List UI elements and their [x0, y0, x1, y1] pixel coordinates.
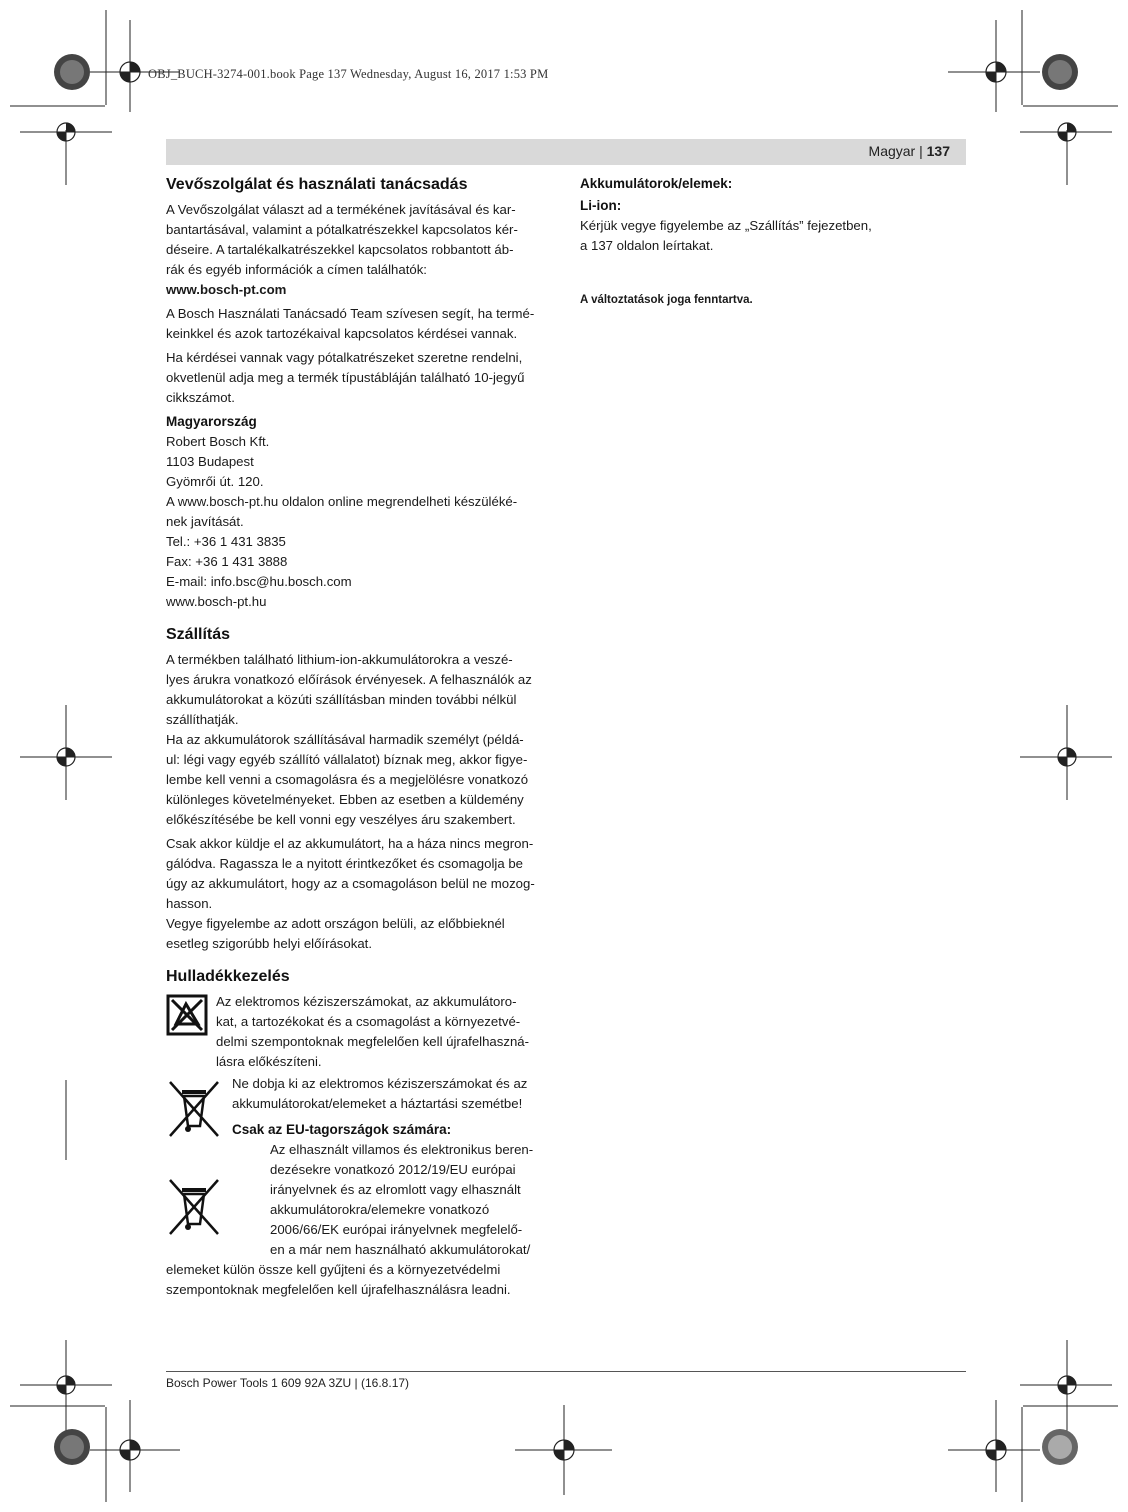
text-line: 2006/66/EK európai irányelvnek megfelelő- [270, 1222, 523, 1237]
left-column [166, 174, 556, 1304]
crossed-bin-icon [166, 1176, 222, 1238]
li-ion-heading: Li-ion: [580, 198, 622, 213]
bin-text-block [232, 1074, 527, 1140]
address-line: E-mail: info.bsc@hu.bosch.com [166, 574, 352, 589]
text-line: delmi szempontoknak megfelelően kell újrafelhaszná- [216, 1034, 530, 1049]
text-line: bantartásával, valamint a pótalkatrészekkel kapcsolatos kér- [166, 222, 518, 237]
service-paragraph-1 [166, 200, 556, 300]
disposal-heading: Hulladékkezelés [166, 968, 290, 985]
text-line: Ha az akkumulátorok szállításával harmadik személyt (példá- [166, 732, 524, 747]
text-line: akkumulátorokra/elemekre vonatkozó [270, 1202, 490, 1217]
text-line: Az elhasznált villamos és elektronikus beren- [270, 1142, 534, 1157]
transport-paragraph-2 [166, 834, 556, 954]
address-line: nek javítását. [166, 514, 244, 529]
text-line: Vegye figyelembe az adott országon belüli, az előbbieknél [166, 916, 505, 931]
text-line: szállíthatják. [166, 712, 239, 727]
text-line: keinkkel és azok tartozékaival kapcsolatos kérdései vannak. [166, 326, 518, 341]
bin-row [166, 1074, 556, 1140]
text-line: rák és egyéb információk a címen találhatók: [166, 262, 427, 277]
text-line: irányelvnek és az elromlott vagy elhasznált [270, 1182, 521, 1197]
address-line: www.bosch-pt.hu [166, 594, 267, 609]
address-line: 1103 Budapest [166, 454, 254, 469]
text-line: lyes árukra vonatkozó előírások érvényesek. A felhasználók az [166, 672, 532, 687]
text-line: Ha kérdései vannak vagy pótalkatrészeket szeretne rendelni, [166, 350, 523, 365]
text-line: gálódva. Ragassza le a nyitott érintkezőket és csomagolja be [166, 856, 523, 871]
service-paragraph-3 [166, 348, 556, 408]
eu-text [270, 1140, 533, 1260]
text-line: Az elektromos kéziszerszámokat, az akkumulátoro- [216, 994, 517, 1009]
batteries-heading: Akkumulátorok/elemek: [580, 176, 733, 191]
header-page-number: 137 [926, 143, 950, 159]
text-line: esetleg szigorúbb helyi előírásokat. [166, 936, 372, 951]
address-line: Gyömrői út. 120. [166, 474, 264, 489]
rights-reserved: A változtatások joga fenntartva. [580, 294, 753, 306]
transport-paragraph-1 [166, 650, 556, 830]
text-line: akkumulátorokat/elemeket a háztartási szemétbe! [232, 1096, 523, 1111]
right-column [580, 174, 960, 310]
text-line: lásra előkészíteni. [216, 1054, 322, 1069]
text-line: akkumulátorokat a közúti szállításban minden további nélkül [166, 692, 517, 707]
text-line: úgy az akkumulátort, hogy az a csomagoláson belül ne mozog- [166, 876, 535, 891]
text-line: en a már nem használható akkumulátorokat/ [270, 1242, 531, 1257]
text-line: ul: légi vagy egyéb szállító vállalatot) bíznak meg, akkor figye- [166, 752, 528, 767]
recycling-box-icon [166, 994, 208, 1036]
crossed-bin-icon [166, 1078, 222, 1140]
address-block [166, 432, 556, 612]
text-line: cikkszámot. [166, 390, 235, 405]
service-url: www.bosch-pt.com [166, 282, 287, 297]
text-line: okvetlenül adja meg a termék típustábláján található 10-jegyű [166, 370, 525, 385]
text-line: Csak akkor küldje el az akkumulátort, ha a háza nincs megron- [166, 836, 534, 851]
running-header [869, 143, 950, 159]
address-line: Fax: +36 1 431 3888 [166, 554, 288, 569]
header-language: Magyar [868, 143, 916, 159]
footer-rule [166, 1371, 966, 1372]
text-line: előkészítésébe be kell vonni egy veszélyes áru szakembert. [166, 812, 516, 827]
service-heading: Vevőszolgálat és használati tanácsadás [166, 176, 468, 193]
eu-row [166, 1140, 556, 1260]
address-line: A www.bosch-pt.hu oldalon online megrendelheti készüléké- [166, 494, 518, 509]
header-separator: | [915, 143, 927, 159]
text-line: kat, a tartozékokat és a csomagolást a környezetvé- [216, 1014, 521, 1029]
text-line: szempontoknak megfelelően kell újrafelhasználásra leadni. [166, 1282, 511, 1297]
print-slug: OBJ_BUCH-3274-001.book Page 137 Wednesday, August 16, 2017 1:53 PM [148, 67, 549, 81]
text-line: elemeket külön össze kell gyűjteni és a környezetvédelmi [166, 1262, 501, 1277]
text-line: dezésekre vonatkozó 2012/19/EU európai [270, 1162, 516, 1177]
country-heading: Magyarország [166, 414, 257, 429]
transport-heading: Szállítás [166, 626, 231, 643]
text-line: Kérjük vegye figyelembe az „Szállítás” fejezetben, [580, 218, 872, 233]
text-line: különleges követelményeket. Ebben az esetben a küldemény [166, 792, 524, 807]
recycling-row [166, 992, 556, 1072]
footer-text: Bosch Power Tools 1 609 92A 3ZU | (16.8.17) [166, 1376, 410, 1390]
text-line: A Vevőszolgálat választ ad a termékének javításával és kar- [166, 202, 516, 217]
li-ion-text [580, 216, 960, 256]
text-line: Ne dobja ki az elektromos kéziszerszámokat és az [232, 1076, 528, 1091]
running-header-bar [166, 139, 966, 165]
text-line: déseire. A tartalékalkatrészekkel kapcsolatos robbantott áb- [166, 242, 514, 257]
text-line: lembe kell venni a csomagolásra és a megjelölésre vonatkozó [166, 772, 529, 787]
text-line: a 137 oldalon leírtakat. [580, 238, 714, 253]
text-line: A Bosch Használati Tanácsadó Team szívesen segít, ha termé- [166, 306, 535, 321]
recycling-text [216, 992, 529, 1072]
address-line: Tel.: +36 1 431 3835 [166, 534, 286, 549]
text-line: A termékben található lithium-ion-akkumulátorokra a veszé- [166, 652, 513, 667]
address-line: Robert Bosch Kft. [166, 434, 270, 449]
bin-text [232, 1074, 527, 1114]
text-line: hasson. [166, 896, 213, 911]
service-paragraph-2 [166, 304, 556, 344]
eu-text-tail [166, 1260, 556, 1300]
eu-heading: Csak az EU-tagországok számára: [232, 1122, 452, 1137]
